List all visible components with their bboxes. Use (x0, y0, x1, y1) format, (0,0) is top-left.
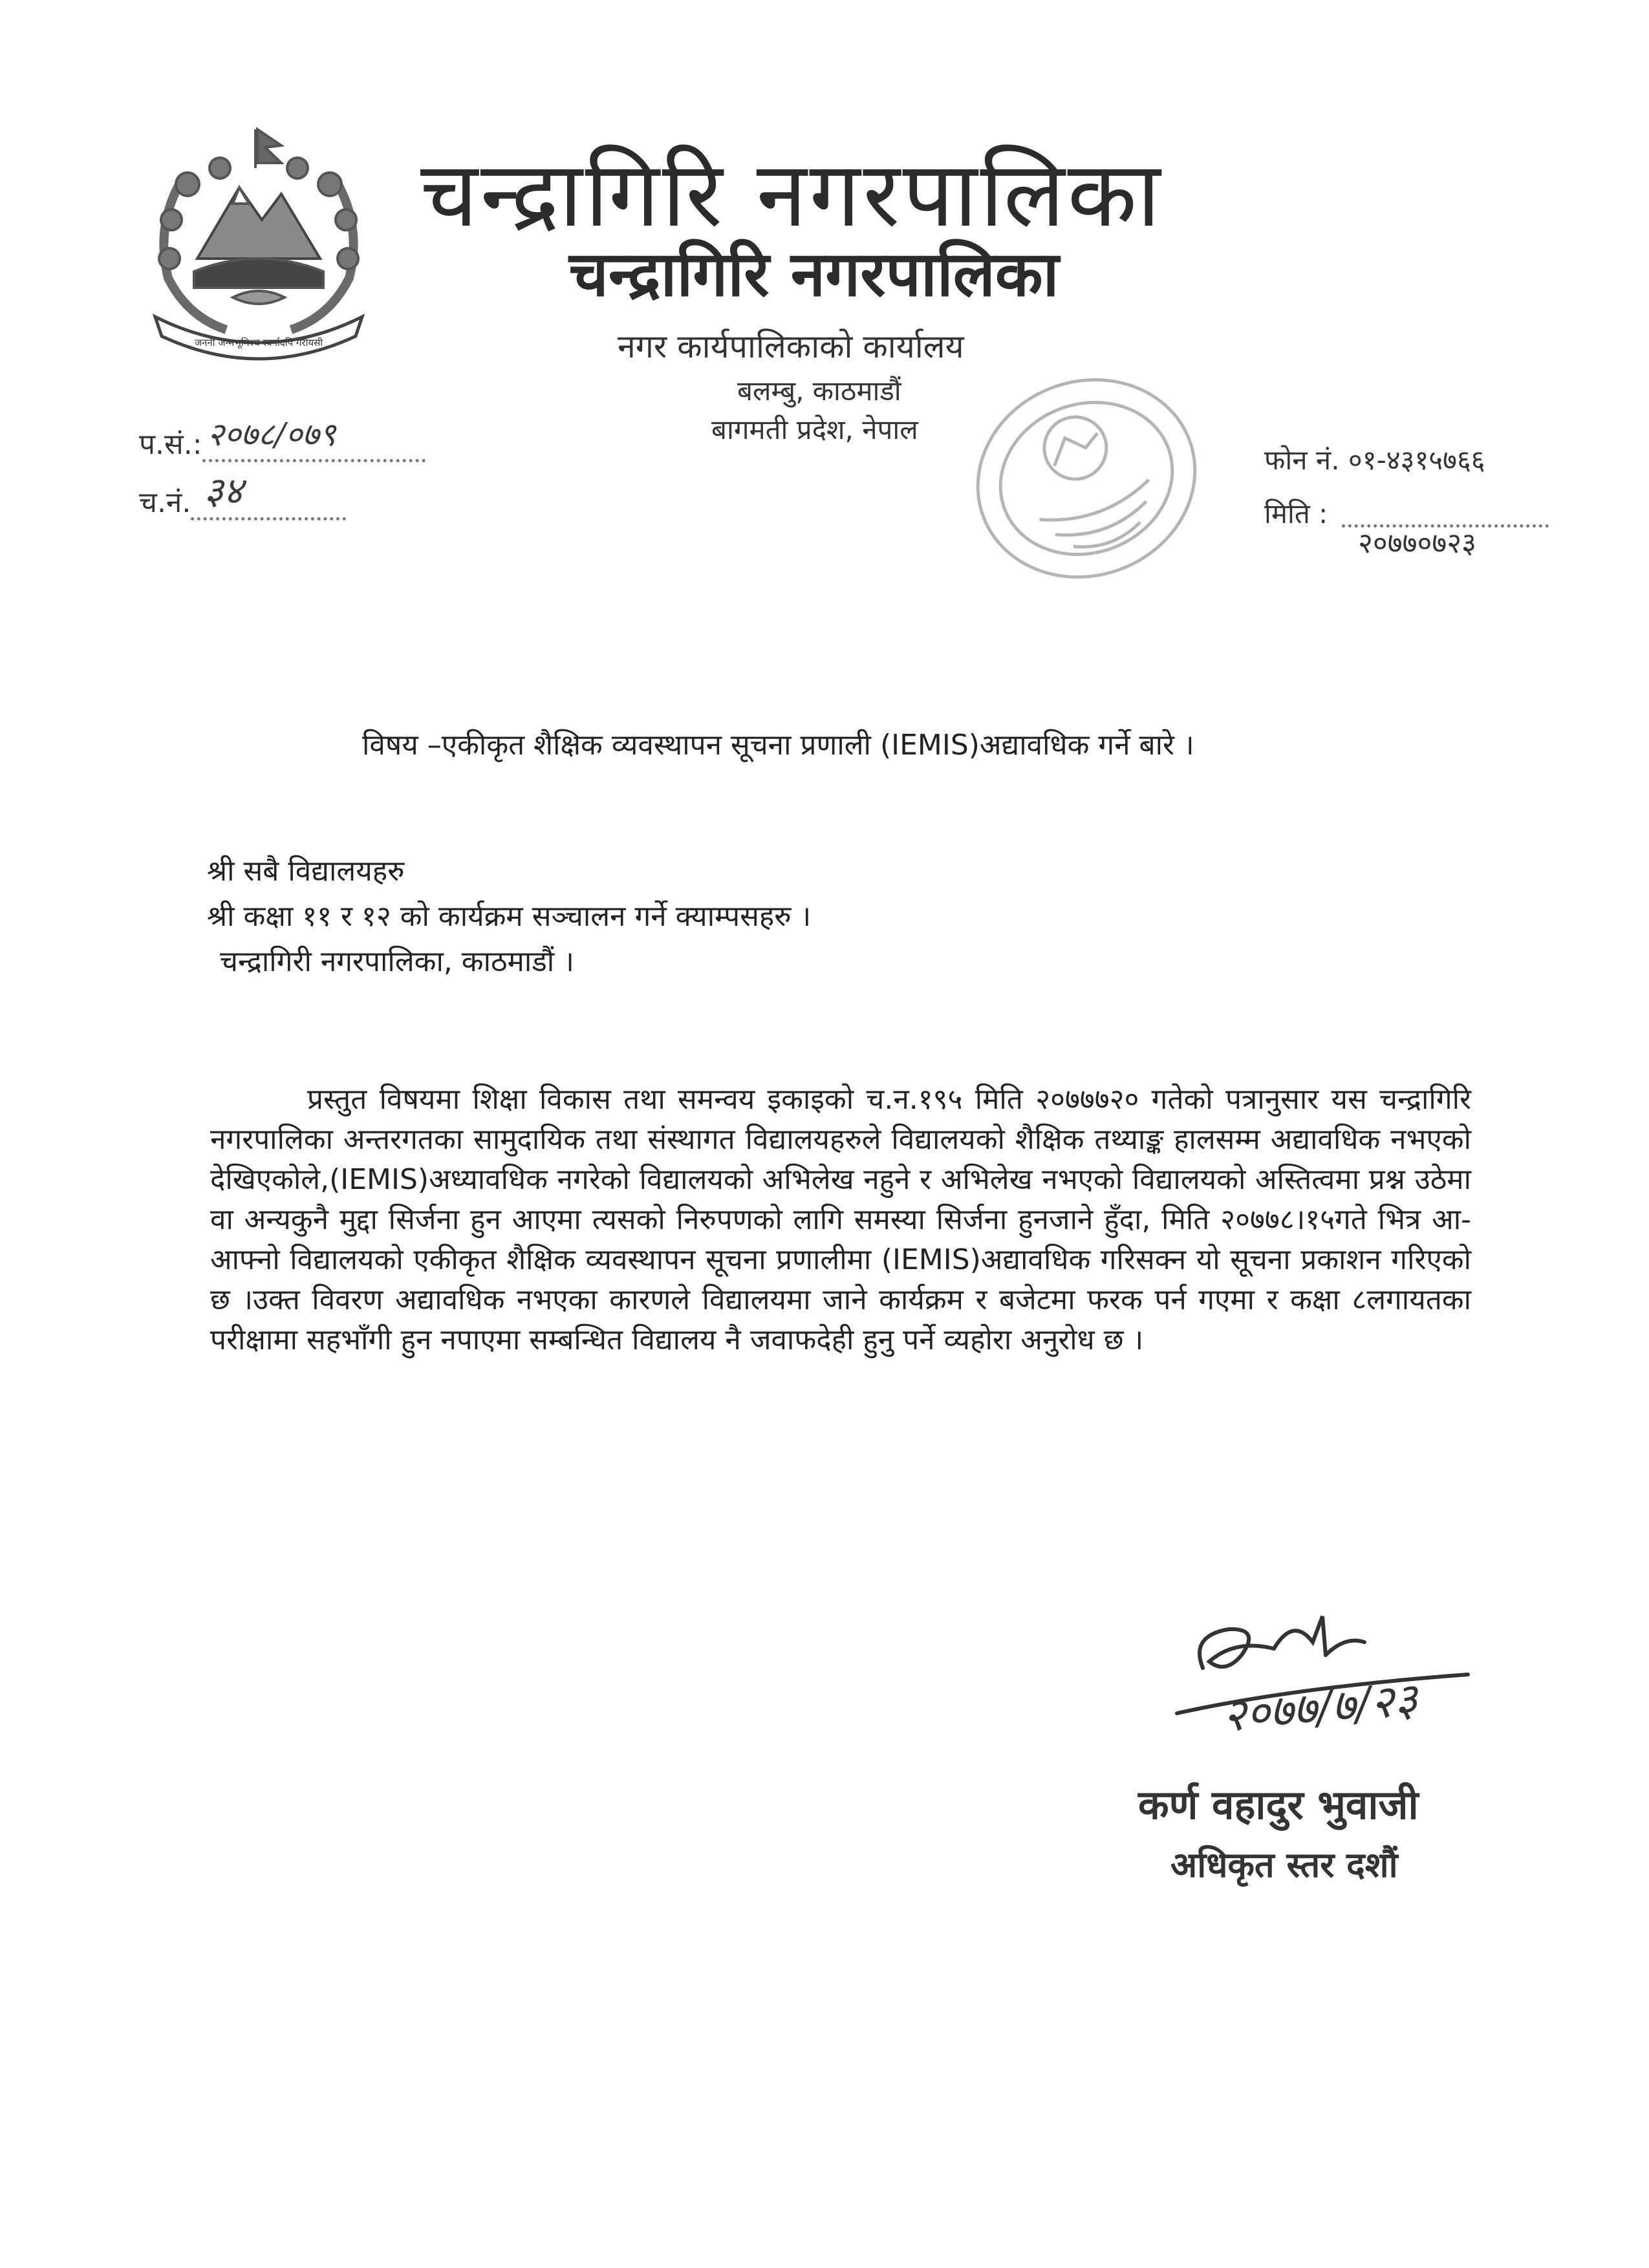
emblem-motto: जननी जन्मभूमिश्च स्वर्गादपि गरीयसी (194, 337, 323, 348)
date-label: मिति : (1264, 498, 1328, 530)
office-stamp-icon (957, 362, 1216, 595)
subject-line: विषय –एकीकृत शैक्षिक व्यवस्थापन सूचना प्रणाली (IEMIS)अद्यावधिक गर्ने बारे । (362, 729, 1194, 762)
chalani-number (139, 469, 346, 520)
patra-label: प.सं.: (139, 428, 202, 461)
recipient-line: श्री सबै विद्यालयहरु (207, 855, 405, 888)
date-value: २०७७०७२३ (1358, 527, 1477, 560)
signatory-title: अधिकृत स्तर दशौं (1170, 1845, 1398, 1885)
recipient-line: चन्द्रागिरी नगरपालिका, काठमाडौं । (220, 945, 574, 978)
patra-sankhya (139, 416, 426, 462)
signature-date: २०७७/७/२३ (1220, 1672, 1420, 1742)
address-line-2: बागमती प्रदेश, नेपाल (711, 414, 918, 445)
chalani-value: ३४ (204, 469, 243, 513)
office-name: नगर कार्यपालिकाको कार्यालय (618, 328, 964, 365)
chalani-label: च.नं. (139, 486, 191, 519)
signatory-name: कर्ण वहादुर भुवाजी (1138, 1781, 1419, 1828)
municipality-name-secondary: चन्द्रागिरि नगरपालिका (569, 238, 1059, 310)
patra-value: २०७८/०७९ (207, 416, 336, 453)
recipient-line: श्री कक्षा ११ र १२ को कार्यक्रम सञ्चालन गर्ने क्याम्पसहरु । (207, 900, 812, 933)
phone-number: फोन नं. ०१-४३१५७६६ (1264, 444, 1485, 476)
nepal-emblem-icon (142, 123, 375, 362)
address-line-1: बलम्बु, काठमाडौं (737, 375, 901, 407)
municipality-name: चन्द्रागिरि नगरपालिका (420, 142, 1163, 248)
body-paragraph: प्रस्तुत विषयमा शिक्षा विकास तथा समन्वय इकाइको च.न.१९५ मिति २०७७७२० गतेको पत्रानुसार यस चन्द्रागिरि नगरपालिका अन्तरगतका सामुदायिक तथा संस्थागत विद्यालयहरुले विद्यालयको शैक्षिक तथ्याङ्क हालसम्म अद्यावधिक नभएको देखिएकोले,(IEMIS)अध्यावधिक नगरेको विद्यालयको अभिलेख नहुने र अभिलेख नभएको विद्यालयको अस्तित्वमा प्रश्न उठेमा वा अन्यकुनै मुद्दा सिर्जना हुन आएमा त्यसको निरुपणको लागि समस्या सिर्जना हुनजाने हुँदा, मिति २०७७८।१५गते भित्र आ-आफ्नो विद्यालयको एकीकृत शैक्षिक व्यवस्थापन सूचना प्रणालीमा (IEMIS)अद्यावधिक गरिसक्न यो सूचना प्रकाशन गरिएको छ ।उक्त विवरण अद्यावधिक नभएका कारणले विद्यालयमा जाने कार्यक्रम र बजेटमा फरक पर्न गएमा र कक्षा ८लगायतका परीक्षामा सहभाँगी हुन नपाएमा सम्बन्धित विद्यालय नै जवाफदेही हुनु पर्ने व्यहोरा अनुरोध छ । (210, 1083, 1471, 1356)
